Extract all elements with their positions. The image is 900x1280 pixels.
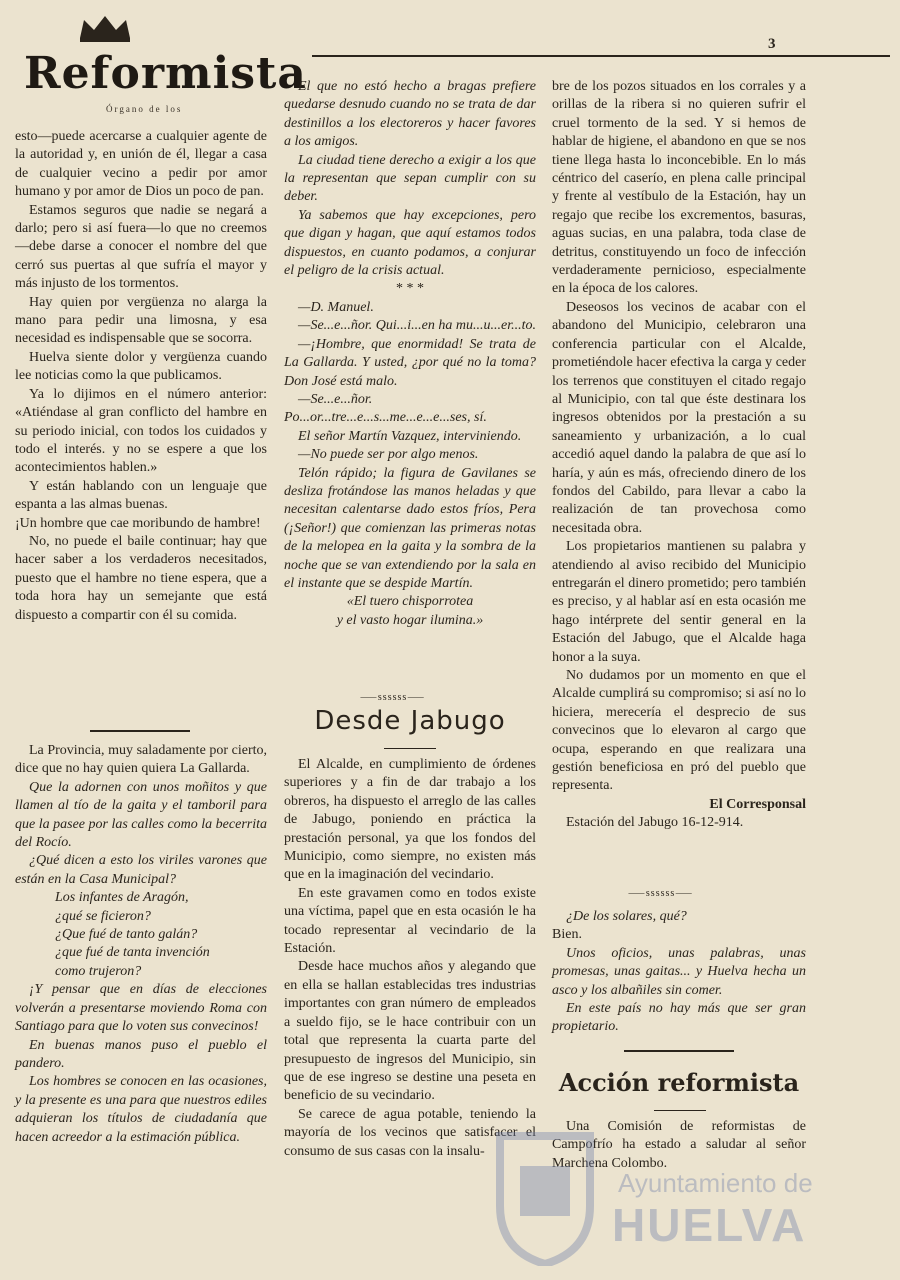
dateline: Estación del Jabugo 16-12-914.: [566, 815, 744, 831]
crown-icon: [76, 12, 134, 42]
section-heading-accion: Acción reformista: [558, 1068, 800, 1097]
signature: El Corresponsal: [709, 796, 806, 812]
quote-line: y el vasto hogar ilumina.»: [336, 612, 484, 628]
paragraph: Hay quien por vergüenza no alarga la mano para pedir una limosna, y esa necesidad es indispensable que se socorra.: [15, 294, 267, 347]
paragraph: Se carece de agua potable, teniendo la mayoría de los vecinos que satisfacer el consumo de sus casas con la insalu-: [284, 1106, 536, 1159]
column-separator: [90, 730, 190, 732]
paragraph: ¡Un hombre que cae moribundo de hambre!: [15, 515, 261, 531]
shield-icon: [490, 1126, 600, 1266]
heading-rule: [654, 1110, 706, 1111]
dialogue-line: —D. Manuel.: [298, 299, 374, 315]
paragraph: Los propietarios mantienen su palabra y atendiendo al aviso recibido del Municipio entregarán el dinero prometido; pero también es preciso, y al hablar así en esta ocasión me hago intérprete del sentir general en la Estación del Jabugo, que el Alcalde haga honor a la suya.: [552, 539, 806, 665]
heading-rule: [384, 748, 436, 749]
paragraph: Y están hablando con un lenguaje que espanta a las almas buenas.: [15, 478, 267, 513]
paragraph: Bien.: [552, 927, 582, 943]
paragraph: La ciudad tiene derecho a exigir a los que la representan que sepan cumplir con su deber.: [284, 152, 536, 205]
paragraph: En este gravamen como en todos existe una víctima, papel que en esta ocasión le ha tocado representar al vecindario de la Estación.: [284, 885, 536, 957]
column-1-lower: [15, 742, 267, 1147]
paragraph: Telón rápido; la figura de Gavilanes se desliza frotándose las manos heladas y que necesitan calentarse dado estos fríos, Pera (¡Señor!) que comienzan las primeras notas de la melopea en la gaita y la sombra de la noche que se van extendiendo por la sala en el instante que se despide Martín.: [284, 465, 536, 591]
paragraph: ¡Y pensar que en días de elecciones volverán a presentarse moviendo Roma con Santiago para que lo voten sus convecinos!: [15, 982, 267, 1035]
verse-line: Los infantes de Aragón,: [55, 890, 189, 906]
paragraph: esto—puede acercarse a cualquier agente de la autoridad y, en unión de él, llegar a casa de cualquier vecino a pedir por amor humano y por amor de Dios un poco de pan.: [15, 129, 267, 200]
paragraph: Que la adornen con unos moñitos y que llamen al tío de la gaita y el tamboril para que la pasee por las calles como la becerrita del Rocío.: [15, 779, 267, 851]
paragraph: La Provincia, muy saladamente por cierto, dice que no hay quien quiera La Gallarda.: [15, 743, 267, 777]
masthead-subtitle: Órgano de los: [106, 104, 183, 114]
dialogue-line: —No puede ser por algo menos.: [298, 447, 479, 463]
verse-line: ¿qué se ficieron?: [55, 908, 151, 924]
paragraph: Ya sabemos que hay excepciones, pero que digan y hagan, que aquí estamos todos dispuestos, en cuanto podamos, a conjurar el peligro de la crisis actual.: [284, 207, 536, 279]
masthead: [18, 8, 308, 126]
paragraph: Desde hace muchos años y alegando que en ella se hallan establecidas tres industrias importantes con gran número de empleados a sueldo fijo, se le hace contribuir con un total que representa la cuarta parte del presupuesto de ingresos del Municipio, sin que de ese ingreso se destine una peseta en beneficio de su vecindario.: [284, 959, 536, 1104]
paragraph: El Alcalde, en cumplimiento de órdenes superiores y a fin de dar trabajo a los obreros, ha dispuesto el arreglo de las calles de Jabugo, poniendo en práctica la prestación personal, ya que los fondos del Municipio, como siempre, no existen más que en la imaginación del vecindario.: [284, 757, 536, 883]
paragraph: No dudamos por un momento en que el Alcalde cumplirá su compromiso; si así no lo hiciera, merecería el desprecio de sus convecinos que lo elevaron al cargo que ocupa, esperando en que realizara una gestión beneficiosa en pró del pueblo que representa.: [552, 668, 806, 794]
ornament-divider: ⸺ssssss⸺: [628, 888, 694, 899]
paragraph: ¿Qué dicen a esto los viriles varones que están en la Casa Municipal?: [15, 853, 267, 887]
paragraph: Estamos seguros que nadie se negará a darlo; pero si así fuera—lo que no creemos—debe darse a conocer el nombre del que cerró sus puertas al que sufría el mayor y más injusto de los tormentos.: [15, 202, 267, 292]
paragraph: ¿De los solares, qué?: [566, 909, 687, 924]
asterism: * * *: [396, 281, 424, 297]
paragraph: En buenas manos puso el pueblo el pandero.: [15, 1037, 267, 1071]
column-1: [15, 128, 267, 625]
dialogue-line: —¡Hombre, que enormidad! Se trata de La Gallarda. Y usted, ¿por qué no la toma? Don José está malo.: [284, 336, 536, 389]
paragraph: bre de los pozos situados en los corrales y a orillas de la ribera si no quieren sufrir el cruel tormento de la sed. Y si hemos de hablar de higiene, el abandono en que se nos tiene llega hasta lo inconcebible. En lo más céntrico del caserío, en plena calle principal y frente al vestíbulo de la Estación, hay un regajo que recibe los excrementos, basuras, aguas sucias, en una palabra, toda clase de detritus, constituyendo un foco de infección verdaderamente pernicioso, especialmente en la época de los calores.: [552, 79, 806, 297]
column-separator: [624, 1050, 734, 1052]
column-3: [552, 78, 806, 833]
verse-line: como trujeron?: [55, 963, 142, 979]
column-2: [284, 78, 536, 630]
watermark-line1: Ayuntamiento de: [618, 1168, 813, 1198]
paragraph: Los hombres se conocen en las ocasiones, y la presente es una para que nuestros ediles adquieran los títulos de ciudadanía que hacen acreedor a la estimación pública.: [15, 1074, 267, 1145]
dialogue-line: El señor Martín Vazquez, interviniendo.: [298, 428, 522, 444]
paragraph: En este país no hay más que ser gran propietario.: [552, 1001, 806, 1035]
paragraph: Ya lo dijimos en el número anterior: «Atiéndase al gran conflicto del hambre en su periodo inicial, con todos los cuidados y todo el interés. y no se espere a que los acontecimientos hablen.»: [15, 386, 267, 476]
paragraph: Una Comisión de reformistas de Campofrío ha estado a saludar al señor Marchena Colombo.: [552, 1119, 806, 1171]
page-number: 3: [768, 36, 776, 52]
section-heading-jabugo: Desde Jabugo: [314, 706, 506, 736]
paragraph: No, no puede el baile continuar; hay que hacer saber a los verdaderos necesitados, puesto que el hambre no tiene espera, que a toda hora hay un semejante que está dispuesto a compartir con él su comida.: [15, 533, 267, 623]
archive-watermark: [490, 1120, 820, 1270]
header-rule: [312, 55, 890, 57]
column-2-lower: [284, 756, 536, 1161]
paragraph: Deseosos los vecinos de acabar con el abandono del Municipio, celebraron una conferencia particular con el Alcalde, prometiéndole hacer efectiva la carga y ceder los terrenos que constituyen el citado regajo al Municipio, con tal que éste destinara los ingresos obtenidos por la prestación a su saneamiento y urbanización, a lo cual accedió aquel dando la palabra de que así lo haría, y aún es más, ofreciendo dinero de los fondos del Cabildo, para llevar a cabo la realización de tan provechosa como necesitada obra.: [552, 299, 806, 536]
ornament-divider: ⸺ssssss⸺: [360, 692, 426, 703]
paragraph: El que no estó hecho a bragas prefiere quedarse desnudo cuando no se trata de dar destinillos a los electoreros y hacer favores a los amigos.: [284, 79, 536, 150]
dialogue-line: —Se...e...ñor. Qui...i...en ha mu...u...er...to.: [298, 318, 536, 334]
quote-line: «El tuero chisporrotea: [346, 594, 474, 610]
paragraph: Huelva siente dolor y vergüenza cuando lee noticias como la que publicamos.: [15, 349, 267, 384]
masthead-title: Reformista: [24, 48, 307, 99]
column-3-lower: [552, 908, 806, 1037]
verse-line: ¿Que fué de tanto galán?: [55, 927, 198, 943]
paragraph: Unos oficios, unas palabras, unas promesas, unas gaitas... y Huelva hecha un asco y los albañiles sin comer.: [552, 945, 806, 998]
dialogue-line: —Se...e...ñor. Po...or...tre...e...s...me...e...e...ses, sí.: [284, 391, 487, 426]
verse-line: ¿que fué de tanta invención: [55, 945, 210, 961]
watermark-line2: HUELVA: [612, 1199, 807, 1251]
